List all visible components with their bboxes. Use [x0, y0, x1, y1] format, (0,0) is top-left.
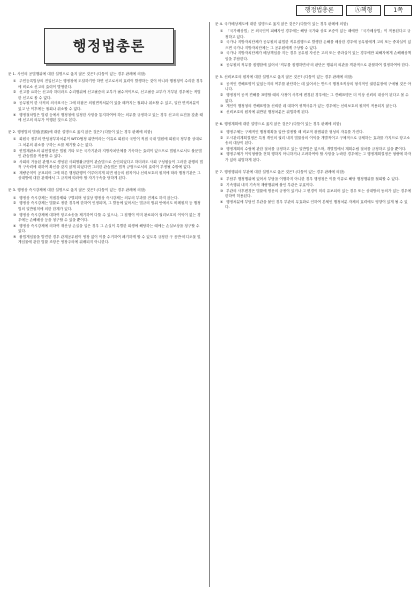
answer-option: [8, 171, 204, 182]
option-text: 도시관리계획결정은 특정 개인의 권리 내지 법률상의 이익을 개별적이고 구체적으로 규제하는 효과를 가지므로 항고소송의 대상이 된다.: [225, 135, 410, 145]
option-number: ④: [13, 112, 17, 117]
question-number: 문 5.: [215, 74, 224, 79]
option-number: ③: [220, 51, 224, 56]
subject-label: 행정법총론: [296, 5, 343, 16]
option-text: 행정상 즉시강제는 법률로 정한 경우에 한하여 인정되며, 그 발동에 있어서는 법규의 범위 안에서도 비례원칙 등 행정법의 일반원칙에 의한 한계가 있다.: [18, 201, 201, 211]
option-number: ①: [220, 29, 224, 34]
answer-option: [8, 224, 204, 235]
answer-option: [215, 183, 412, 188]
question-stem: [8, 72, 204, 77]
option-number: ①: [13, 137, 17, 142]
question-number: 문 3.: [8, 188, 17, 193]
answer-option: [215, 189, 412, 200]
column-divider: [209, 22, 210, 587]
answer-option: [8, 113, 204, 124]
option-number: ④: [220, 62, 224, 67]
option-number: ④: [220, 110, 224, 115]
option-text: 헌법재판소의 위헌결정은 법원 기타 모든 국가기관과 지방자치단체를 기속하는 효력이 있으므로 법원으로서도 불문법인 관습법을 적용할 수 있다.: [18, 148, 202, 158]
page-number: 1쪽: [384, 5, 412, 16]
option-number: ①: [13, 79, 17, 84]
option-text: 행정상 즉시강제에 의하여 재산상 손실을 입은 경우 그 손실이 특별한 희생에 해당하는 때에는 손실보상을 청구할 수 있다.: [18, 223, 200, 233]
option-number: ②: [13, 201, 17, 206]
option-text: 부담부 행정행위에 있어서 부담을 이행하지 아니한 경우 행정청은 이를 이유로 해당 행정행위를 철회할 수 있다.: [226, 177, 400, 182]
option-text: 사회의 거듭된 관행으로 생성된 사회생활규범이 관습법으로 승인되었다고 하더라도 사회 구성원들이 그러한 관행의 법적 구속력에 대하여 확신을 갖지 않게 되었다면 그러한 관습법은 법적 규범으로서의 효력이 부정될 수밖에 없다.: [18, 159, 203, 169]
question-number: 문 1.: [8, 72, 17, 76]
option-text: 행정주체가 이익형량을 전혀 행하지 아니하거나 고려하여야 할 사항을 누락한 경우에는 그 행정계획결정은 형량에 하자가 있어 위법하게 된다.: [225, 152, 412, 162]
question-stem: [215, 22, 412, 27]
option-text: 국가나 지방자치단체가 배상책임을 지는 경우 공무원 자신은 고의 또는 중과실이 있는 경우에만 피해자에게 손해배상책임을 부담한다.: [225, 51, 412, 61]
question: [215, 170, 412, 211]
question: [215, 122, 412, 163]
answer-option: [8, 79, 204, 90]
question-text: 행정계획에 대한 설명으로 옳지 않은 것은? (다툼이 있는 경우 판례에 의함): [224, 122, 342, 127]
option-number: ⑤: [13, 234, 17, 239]
question: [8, 72, 204, 123]
option-text: 주민등록법상의 전입신고는 행정청에 도달하기만 하면 신고로서의 효력이 발생하는 것이 아니라 행정청이 수리한 경우에 비로소 신고의 효력이 발생한다.: [18, 79, 203, 89]
option-number: ③: [13, 159, 17, 164]
answer-option: [8, 201, 204, 212]
question-stem: [8, 188, 204, 193]
option-text: 행정처분에 부담인 부관을 붙인 경우 부관의 무효화로 인하여 본체인 행정처분 자체의 효력에도 영향이 있게 될 수 있다.: [225, 200, 408, 210]
option-number: ②: [220, 93, 224, 98]
option-number: ④: [220, 152, 224, 157]
answer-option: [8, 101, 204, 112]
option-text: 행정계획의 수립에 관한 절차를 규정하고 있는 일반법은 없으며, 개별법에서 계획수립 절차를 규정하고 있을 뿐이다.: [226, 146, 407, 151]
answer-option: [215, 177, 412, 182]
option-text: 회원국 정부의 반덤핑부과처분이 WTO협정 위반이라는 이유로 회원국 국민이 직접 국내 법원에 회원국 정부를 상대로 그 처분의 취소를 구하는 소를 제기할 수는 없다.: [18, 137, 203, 147]
option-text: 신고를 요하는 신고라 하더라도 수리행위에 신고필증의 교부가 필수적이므로, 신고필증 교부가 거부된 경우에는 적법한 신고로 볼 수 없다.: [18, 90, 201, 100]
option-text: 공무원이 한 사직의 의사표시는 그에 터잡은 의원면직처분이 있을 때까지는 철회나 취소할 수 있고, 일단 면직처분이 있고 난 이후에는 철회나 취소할 수 없다.: [18, 101, 200, 111]
question-number: 문 7.: [215, 170, 224, 175]
question-text: 행정법의 법원(法源)에 대한 설명으로 옳지 않은 것은? (다툼이 있는 경우 판례에 의함): [17, 130, 153, 135]
option-number: ①: [220, 177, 224, 182]
option-number: ②: [13, 90, 17, 95]
option-text: 행정절차법은 법령 등에서 행정청에 일정한 사항을 통지하여야 하는 의무를 규정하고 있는 경우 신고의 요건을 갖춘 때에 신고의 의무가 이행된 것으로 본다.: [18, 112, 203, 122]
question: [215, 75, 412, 116]
option-number: ③: [13, 212, 17, 217]
booklet-type-label: Ⓐ책형: [346, 5, 382, 16]
option-text: 부관의 사후변경은 법률에 명문의 규정이 있거나 그 변경이 미리 유보되어 있는 경우 또는 상대방의 동의가 있는 경우에 한하여 허용된다.: [225, 188, 412, 199]
answer-option: [8, 235, 204, 246]
question-text: 사인의 공법행위에 대한 설명으로 옳지 않은 것은? (다툼이 있는 경우 판례에 의함): [17, 72, 146, 76]
answer-option: [8, 137, 204, 148]
answer-option: [215, 104, 412, 109]
option-number: ①: [220, 129, 224, 134]
option-text: 국가나 지방자치단체가 공무원의 위법한 직무집행으로 발생한 손해를 배상한 경우에 공무원에게 고의 또는 중과실이 있으면 국가나 지방자치단체는 그 공무원에게 구상할 수 있다.: [225, 40, 412, 50]
option-number: ④: [13, 223, 17, 228]
option-text: 신뢰보호의 원칙에 위반된 행정처분은 위법하게 된다.: [226, 110, 310, 115]
exam-title: 행정법총론: [44, 28, 174, 64]
option-number: ③: [13, 101, 17, 106]
question-stem: [215, 122, 412, 127]
option-text: 행정상 즉시강제에 대하여 항고소송을 제기하여 다툴 수 있으나, 그 집행이 이미 완료되어 권리보호의 이익이 없는 경우에는 손해배상 등을 청구할 수 있을 뿐이다.: [18, 212, 201, 222]
question-stem: [8, 130, 204, 135]
option-text: 행정주체는 구체적인 행정계획을 입안·결정할 때 비교적 광범위한 형성의 자유를 가진다.: [226, 129, 364, 134]
option-number: ②: [220, 135, 224, 140]
question: [8, 130, 204, 181]
answer-option: [8, 160, 204, 171]
question-number: 문 2.: [8, 130, 17, 135]
option-number: ①: [13, 195, 17, 200]
answer-option: [8, 213, 204, 224]
option-number: ②: [220, 183, 224, 188]
question-text: 국가배상제도에 대한 설명으로 옳지 않은 것은? (다툼이 있는 경우 판례에 의함): [224, 22, 348, 26]
option-text: 행정상 즉시강제는 직접강제와 구별되며 성질상 행정상 즉시강제는 의무의 부과를 전제로 하지 않는다.: [19, 195, 179, 200]
option-number: ②: [13, 148, 17, 153]
answer-option: [215, 51, 412, 62]
option-number: ④: [220, 200, 224, 205]
page-header: [296, 5, 412, 16]
answer-option: [8, 90, 204, 101]
left-column: [8, 72, 204, 252]
question: [8, 188, 204, 245]
option-number: ④: [13, 170, 17, 175]
answer-option: [215, 200, 412, 211]
answer-option: [215, 136, 412, 147]
option-text: 기속행위 내지 기속적 재량행위에 붙인 부관은 무효이다.: [226, 183, 314, 188]
answer-option: [215, 29, 412, 40]
option-number: ③: [220, 188, 224, 193]
option-text: 불법게임물을 발견한 경우 관계공무원이 영장 없이 이를 수거하여 폐기하게 할 수 있도록 규정한 구 음반·비디오물 및 게임물에 관한 법률 조항은 영장주의에 위배되지 아니한다.: [18, 234, 201, 245]
answer-option: [215, 93, 412, 104]
answer-option: [8, 149, 204, 160]
option-text: 「국가배상법」은 외국인이 피해자인 경우에는 해당 국가와 상호 보증이 있는 때에만 「국가배상법」이 적용된다고 규정하고 있다.: [225, 29, 411, 39]
answer-option: [215, 82, 412, 93]
answer-option: [215, 152, 412, 163]
answer-option: [215, 110, 412, 115]
option-number: ③: [220, 104, 224, 109]
question-stem: [215, 170, 412, 175]
question-text: 신뢰보호의 원칙에 대한 설명으로 옳지 않은 것은? (다툼이 있는 경우 판례에 의함): [224, 74, 353, 79]
question-text: 행정상 즉시강제에 대한 설명으로 옳지 않은 것은? (다툼이 있는 경우 판례에 의함): [17, 188, 146, 193]
option-text: 재량준칙이 공표되어 그에 따른 행정관행이 이루어지게 되면 평등의 원칙이나 신뢰보호의 원칙에 따라 행정기관은 그 상대방에 대한 관계에서 그 규칙에 따라야 할 자기구속을 당하게 된다.: [18, 170, 201, 181]
option-text: 공무원의 직무를 집행함에 있어서 '직무를 집행하면서'의 판단은 행위의 외관을 객관적으로 관찰하여 결정하여야 한다.: [226, 62, 410, 67]
answer-option: [215, 63, 412, 68]
question-number: 문 4.: [215, 22, 224, 26]
question-number: 문 6.: [215, 122, 224, 127]
question: [215, 22, 412, 68]
question-text: 행정행위의 부관에 대한 설명으로 옳은 것은? (다툼이 있는 경우 판례에 의함): [224, 170, 345, 175]
option-text: 행정청이 공적 견해를 표명할 때의 사정이 사후에 변경된 경우에는 그 견해표명은 더 이상 신뢰의 대상이 된다고 볼 수 없다.: [225, 93, 409, 103]
answer-option: [215, 40, 412, 51]
option-number: ③: [220, 146, 224, 151]
option-number: ②: [220, 40, 224, 45]
question-stem: [215, 75, 412, 80]
option-number: ①: [220, 82, 224, 87]
option-text: 공적인 견해표명이 있었는지의 여부를 판단하는 데 있어서는 반드시 행정조직상의 형식적인 권한분장에 구애될 것은 아니다.: [225, 82, 412, 92]
answer-option: [215, 130, 412, 135]
right-column: [215, 22, 412, 218]
option-text: 개인이 행정청의 견해표명을 신뢰한 데 대하여 귀책사유가 있는 경우에는 신뢰보호의 원칙이 적용되지 않는다.: [226, 104, 398, 109]
